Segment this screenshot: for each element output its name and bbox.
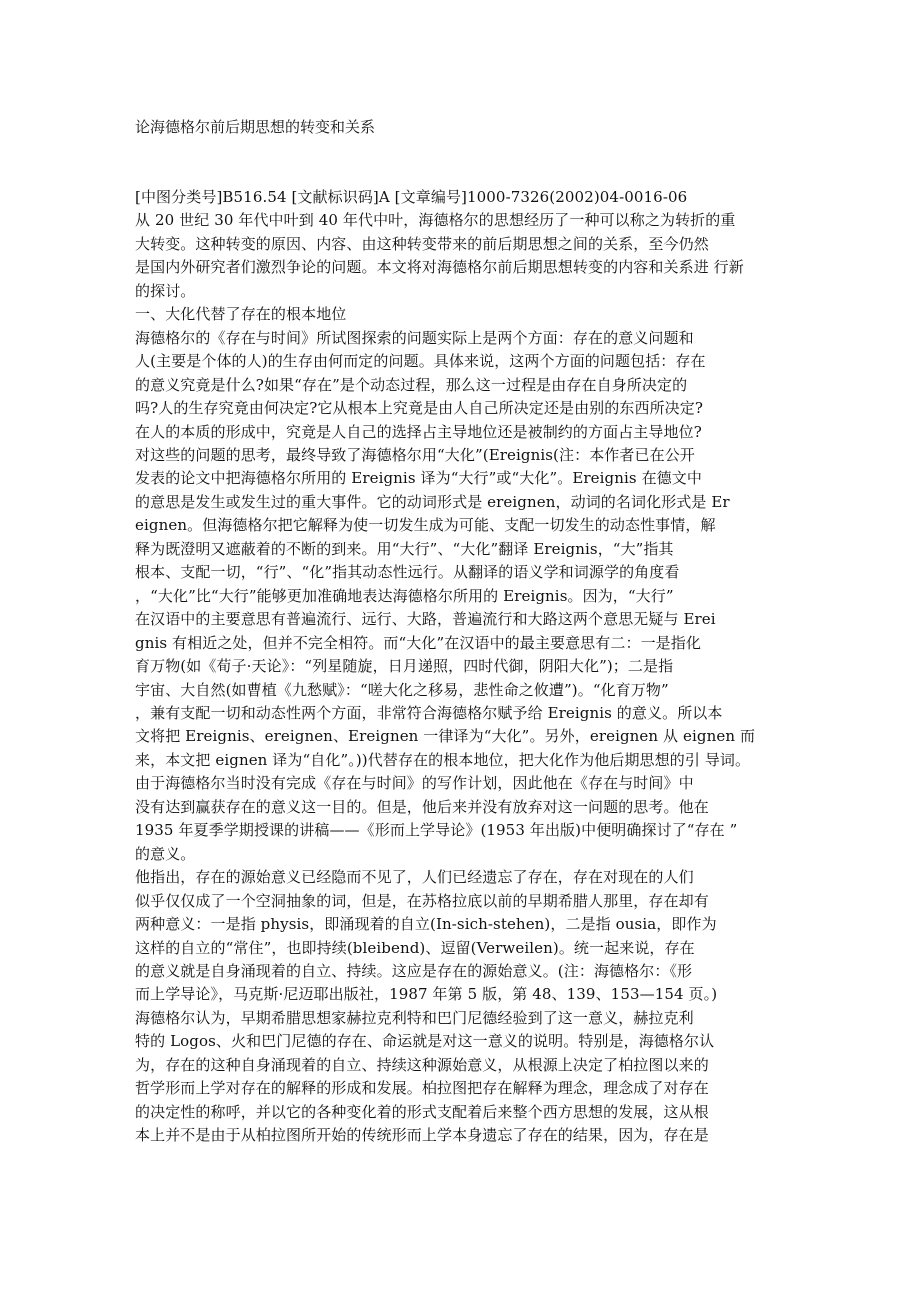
text-line: 发表的论文中把海德格尔所用的 Ereignis 译为“大行”或“大化”。Ereignis 在德文中 xyxy=(135,469,702,488)
text-line: ，兼有支配一切和动态性两个方面，非常符合海德格尔赋予给 Ereignis 的意义。所以本 xyxy=(135,703,723,722)
text-line: 是国内外研究者们激烈争论的问题。本文将对海德格尔前后期思想转变的内容和关系进 行新 xyxy=(135,258,744,277)
text-line: 育万物(如《荀子·天论》：“列星随旋，日月递照，四时代御，阴阳大化”)；二是指 xyxy=(135,657,674,676)
text-line: 对这些的问题的思考，最终导致了海德格尔用“大化”(Ereignis(注：本作者已在公开 xyxy=(135,445,695,464)
text-line: 一、大化代替了存在的根本地位 xyxy=(135,305,347,324)
text-line: 1935 年夏季学期授课的讲稿——《形而上学导论》(1953 年出版)中便明确探讨了“存在 ” xyxy=(135,821,738,840)
document-title: 论海德格尔前后期思想的转变和关系 xyxy=(135,118,376,136)
text-line: 在汉语中的主要意思有普遍流行、远行、大路，普遍流行和大路这两个意思无疑与 Erei xyxy=(135,610,716,629)
text-line: ，“大化”比“大行”能够更加准确地表达海德格尔所用的 Ereignis。因为，“大行” xyxy=(135,586,674,605)
text-line: 而上学导论》，马克斯·尼迈耶出版社，1987 年第 5 版，第 48、139、153—154 页。) xyxy=(135,985,718,1004)
text-line: 本上并不是由于从柏拉图所开始的传统形而上学本身遗忘了存在的结果，因为，存在是 xyxy=(135,1126,709,1145)
text-line: 海德格尔认为，早期希腊思想家赫拉克利特和巴门尼德经验到了这一意义，赫拉克利 xyxy=(135,1008,694,1027)
text-line: 的意义就是自身涌现着的自立、持续。这应是存在的源始意义。(注：海德格尔：《形 xyxy=(135,961,693,980)
text-line: 他指出，存在的源始意义已经隐而不见了，人们已经遗忘了存在，存在对现在的人们 xyxy=(135,868,694,887)
text-line: 来，本文把 eignen 译为“自化”。))代替存在的根本地位，把大化作为他后期思想的引 导词。 xyxy=(135,750,751,769)
text-line: 从 20 世纪 30 年代中叶到 40 年代中叶，海德格尔的思想经历了一种可以称之为转折的重 xyxy=(135,211,736,230)
text-line: 的决定性的称呼，并以它的各种变化着的形式支配着后来整个西方思想的发展，这从根 xyxy=(135,1102,709,1121)
text-line: 宇宙、大自然(如曹植《九愁赋》：“嗟大化之移易，悲性命之攸遭”)。“化育万物” xyxy=(135,680,669,699)
text-line: 的意义。 xyxy=(135,844,196,863)
text-line: 的探讨。 xyxy=(135,281,196,300)
text-line: 人(主要是个体的人)的生存由何而定的问题。具体来说，这两个方面的问题包括：存在 xyxy=(135,352,706,371)
text-line: eignen。但海德格尔把它解释为使一切发生成为可能、支配一切发生的动态性事情，解 xyxy=(135,516,716,535)
text-line: 似乎仅仅成了一个空洞抽象的词，但是，在苏格拉底以前的早期希腊人那里，存在却有 xyxy=(135,891,709,910)
text-line: 释为既澄明又遮蔽着的不断的到来。用“大行”、“大化”翻译 Ereignis，“大”指其 xyxy=(135,539,674,558)
text-line: 吗?人的生存究竟由何决定?它从根本上究竟是由人自己所决定还是由别的东西所决定? xyxy=(135,399,704,418)
text-line: 特的 Logos、火和巴门尼德的存在、命运就是对这一意义的说明。特别是，海德格尔认 xyxy=(135,1032,715,1051)
text-line: gnis 有相近之处，但并不完全相符。而“大化”在汉语中的最主要意思有二：一是指化 xyxy=(135,633,701,652)
text-line: 没有达到赢获存在的意义这一目的。但是，他后来并没有放弃对这一问题的思考。他在 xyxy=(135,797,709,816)
text-line: 两种意义：一是指 physis，即涌现着的自立(In-sich-stehen)，二是指 ousia，即作为 xyxy=(135,915,717,934)
text-line: 的意义究竟是什么?如果“存在”是个动态过程，那么这一过程是由存在自身所决定的 xyxy=(135,375,688,394)
text-line: 由于海德格尔当时没有完成《存在与时间》的写作计划，因此他在《存在与时间》中 xyxy=(135,774,694,793)
text-line: [中图分类号]B516.54 [文献标识码]A [文章编号]1000-7326(2002)04-0016-06 xyxy=(135,188,688,206)
text-line: 在人的本质的形成中，究竟是人自己的选择占主导地位还是被制约的方面占主导地位? xyxy=(135,422,702,441)
document-body xyxy=(135,186,815,1148)
text-line: 为，存在的这种自身涌现着的自立、持续这种源始意义，从根源上决定了柏拉图以来的 xyxy=(135,1055,709,1074)
text-line: 海德格尔的《存在与时间》所试图探索的问题实际上是两个方面：存在的意义问题和 xyxy=(135,328,694,347)
text-line: 文将把 Ereignis、ereignen、Ereignen 一律译为“大化”。另外，ereignen 从 eignen 而 xyxy=(135,727,756,746)
text-line: 这样的自立的“常住”，也即持续(bleibend)、逗留(Verweilen)。统一起来说，存在 xyxy=(135,938,695,957)
text-line: 哲学形而上学对存在的解释的形成和发展。柏拉图把存在解释为理念，理念成了对存在 xyxy=(135,1079,709,1098)
text-line: 根本、支配一切，“行”、“化”指其动态性远行。从翻译的语义学和词源学的角度看 xyxy=(135,563,680,582)
text-line: 大转变。这种转变的原因、内容、由这种转变带来的前后期思想之间的关系，至今仍然 xyxy=(135,234,709,253)
text-line: 的意思是发生或发生过的重大事件。它的动词形式是 ereignen，动词的名词化形式是 Er xyxy=(135,492,730,511)
